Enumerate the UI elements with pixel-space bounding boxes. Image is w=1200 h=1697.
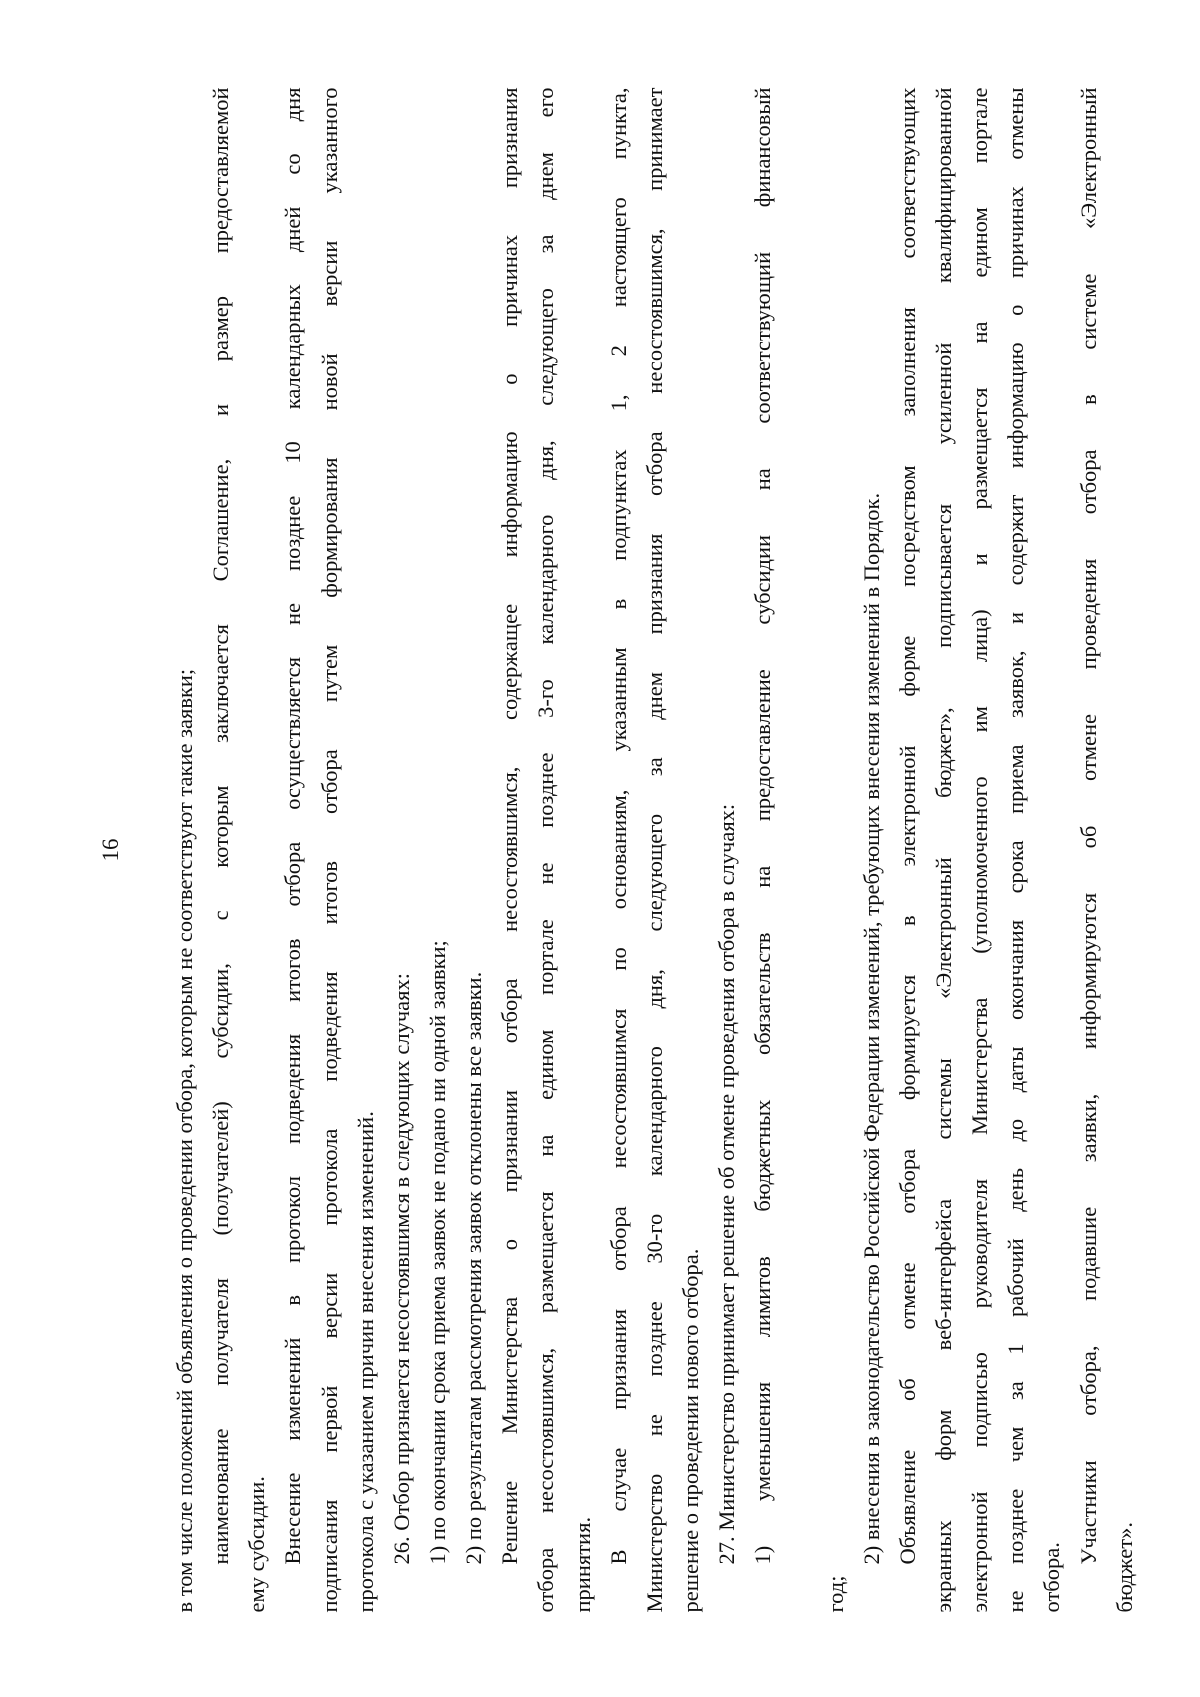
text-line: год; bbox=[822, 1575, 848, 1613]
text-line: принятия. bbox=[569, 1516, 595, 1613]
text-line: 1) уменьшения лимитов бюджетных обязательств на предоставление субсидии на соответствующий финансовый bbox=[750, 87, 776, 1565]
text-line: отбора несостоявшимся, размещается на едином портале не позднее 3-го календарного дня, следующего за днем его bbox=[533, 87, 559, 1613]
text-line: Внесение изменений в протокол подведения итогов отбора осуществляется не позднее 10 календарных дней со дня bbox=[280, 87, 306, 1565]
text-line: Объявление об отмене отбора формируется в электронной форме посредством заполнения соответствующих bbox=[894, 87, 920, 1565]
text-line: подписания первой версии протокола подведения итогов отбора путем формирования новой версии указанного bbox=[316, 87, 342, 1613]
text-line: экранных форм веб-интерфейса системы «Электронный бюджет», подписывается усиленной квалифицированной bbox=[930, 87, 956, 1613]
text-line: Решение Министерства о признании отбора несостоявшимся, содержащее информацию о причинах признания bbox=[497, 87, 523, 1565]
text-line: решение о проведении нового отбора. bbox=[677, 1248, 703, 1613]
rotated-text-block bbox=[96, 87, 1137, 1613]
body-text bbox=[167, 88, 1143, 1613]
text-line: электронной подписью руководителя Министерства (уполномоченного им лица) и размещается на едином портале bbox=[967, 87, 993, 1613]
text-line: 27. Министерство принимает решение об отмене проведения отбора в случаях: bbox=[714, 803, 740, 1565]
blank-line bbox=[781, 88, 817, 1613]
text-line: отбора. bbox=[1039, 1542, 1065, 1613]
text-line: 2) внесения в законодательство Российской Федерации изменений, требующих внесения изменений в Порядок. bbox=[858, 492, 884, 1565]
text-line: 26. Отбор признается несостоявшимся в следующих случаях: bbox=[388, 973, 414, 1565]
text-line: ему субсидии. bbox=[244, 1476, 270, 1613]
page-number: 16 bbox=[98, 838, 123, 862]
text-line: протокола с указанием причин внесения изменений. bbox=[352, 1111, 378, 1613]
text-line: В случае признания отбора несостоявшимся по основаниям, указанным в подпунктах 1, 2 настоящего пункта, bbox=[605, 87, 631, 1565]
text-line: бюджет». bbox=[1111, 1521, 1137, 1613]
text-line: 1) по окончании срока приема заявок не подано ни одной заявки; bbox=[424, 940, 450, 1565]
text-line: 2) по результатам рассмотрения заявок отклонены все заявки. bbox=[461, 971, 487, 1565]
text-line: Участники отбора, подавшие заявки, информируются об отмене проведения отбора в системе «Электронный bbox=[1075, 87, 1101, 1565]
text-line: не позднее чем за 1 рабочий день до даты окончания срока приема заявок, и содержит информацию о причинах отмены bbox=[1003, 87, 1029, 1613]
text-line: в том числе положений объявления о проведении отбора, которым не соответствуют такие заявки; bbox=[172, 668, 197, 1613]
text-line: наименование получателя (получателей) субсидии, с которым заключается Соглашение, и размер предоставляемой bbox=[208, 87, 234, 1565]
text-line: Министерство не позднее 30-го календарного дня, следующего за днем признания отбора несостоявшимся, принимает bbox=[641, 87, 667, 1613]
